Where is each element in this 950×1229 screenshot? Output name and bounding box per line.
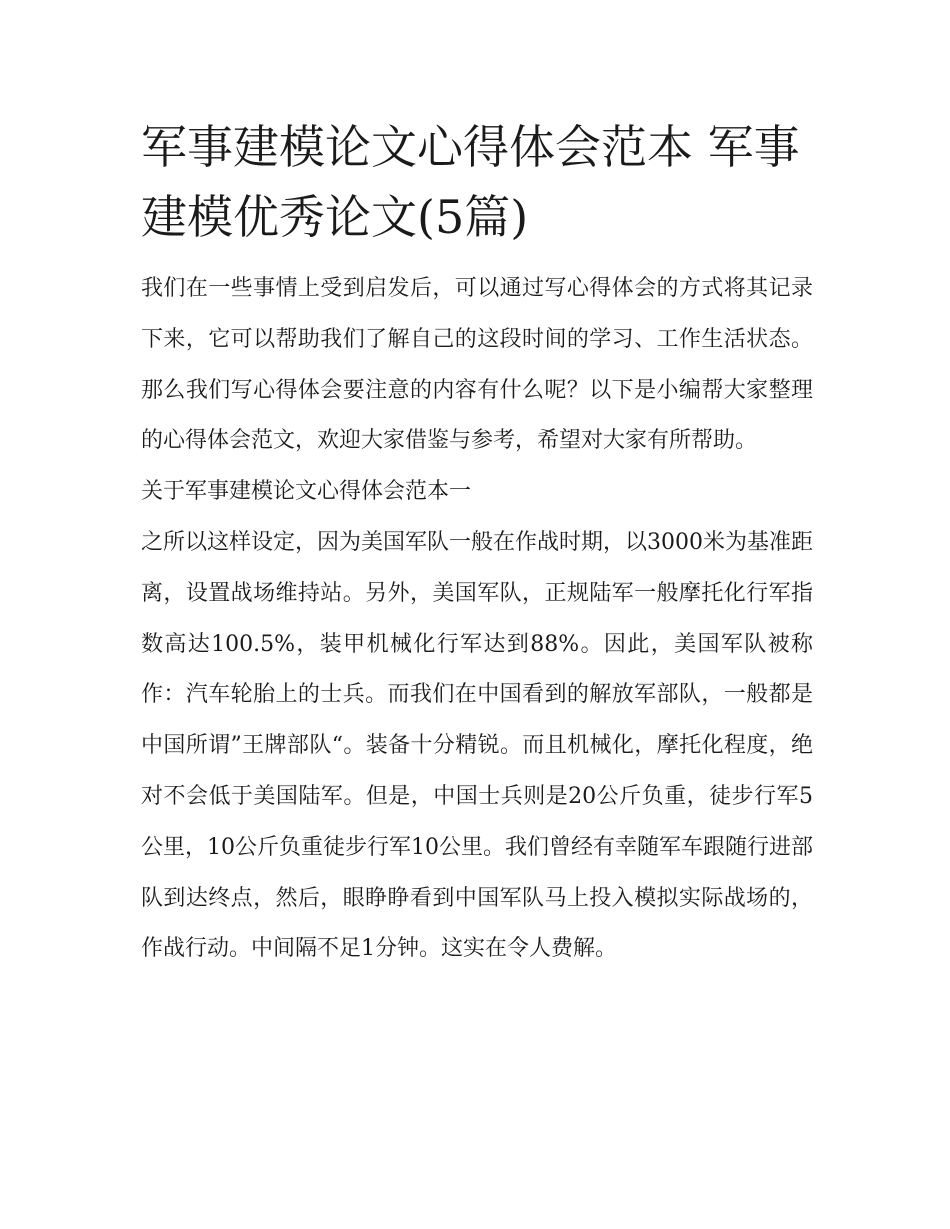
document-title: 军事建模论文心得体会范本 军事建模优秀论文(5篇) [141, 120, 800, 244]
document-page [141, 112, 813, 975]
section-body-paragraph: 之所以这样设定，因为美国军队一般在作战时期，以3000米为基准距离，设置战场维持站。另外，美国军队，正规陆军一般摩托化行军指数高达100.5%，装甲机械化行军达到88%。因此，美国军队被称作：汽车轮胎上的士兵。而我们在中国看到的解放军部队，一般都是中国所谓”王牌部队“。装备十分精锐。而且机械化，摩托化程度，绝对不会低于美国陆军。但是，中国士兵则是20公斤负重，徒步行军5公里，10公斤负重徒步行军10公里。我们曾经有幸随军车跟随行进部队到达终点，然后，眼睁睁看到中国军队马上投入模拟实际战场的，作战行动。中间隔不足1分钟。这实在令人费解。 [141, 529, 813, 962]
intro-paragraph: 我们在一些事情上受到启发后，可以通过写心得体会的方式将其记录下来，它可以帮助我们了解自己的这段时间的学习、工作生活状态。那么我们写心得体会要注意的内容有什么呢？以下是小编帮大家整理的心得体会范文，欢迎大家借鉴与参考，希望对大家有所帮助。 [141, 276, 813, 454]
section-heading: 关于军事建模论文心得体会范本一 [141, 479, 472, 505]
